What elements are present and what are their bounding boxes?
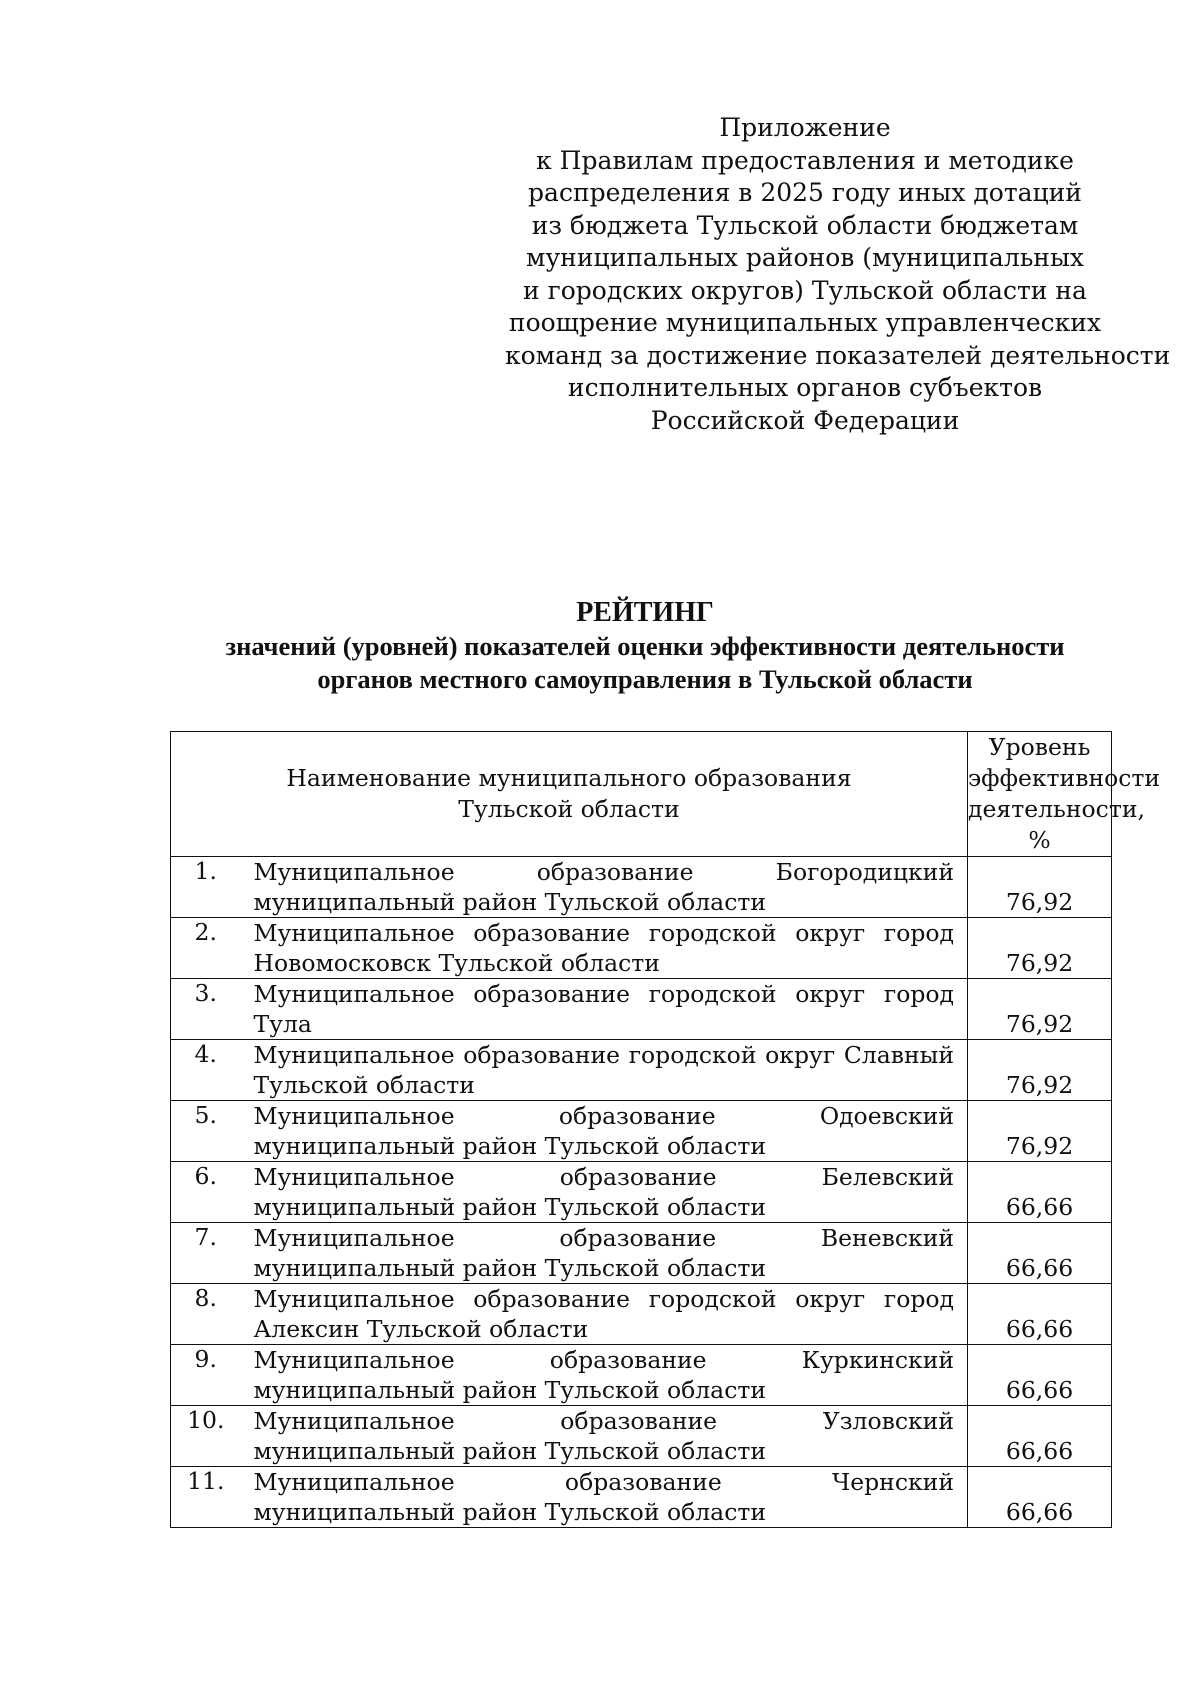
appendix-line: муниципальных районов (муниципальных — [526, 243, 1084, 272]
efficiency-value: 66,66 — [968, 1223, 1112, 1284]
appendix-block — [505, 112, 1171, 437]
efficiency-value: 66,66 — [968, 1406, 1112, 1467]
municipality-name: Муниципальное образование городской округ Славный Тульской области — [241, 1040, 968, 1101]
header-efficiency — [968, 732, 1161, 857]
municipality-name: Муниципальное образование городской округ город Новомосковск Тульской области — [241, 918, 968, 979]
efficiency-value: 76,92 — [968, 1101, 1112, 1162]
row-number: 5. — [171, 1101, 241, 1162]
efficiency-value: 66,66 — [968, 1284, 1112, 1345]
table-row — [171, 1040, 1112, 1101]
municipality-name: Муниципальное образование городской округ город Алексин Тульской области — [241, 1284, 968, 1345]
row-number: 6. — [171, 1162, 241, 1223]
header-efficiency-line: эффективности — [968, 764, 1161, 792]
efficiency-value: 66,66 — [968, 1467, 1112, 1528]
row-number: 9. — [171, 1345, 241, 1406]
header-municipality — [171, 732, 968, 857]
appendix-line: команд за достижение показателей деятельности — [505, 340, 1171, 370]
title-line-2: органов местного самоуправления в Тульской области — [317, 663, 973, 694]
appendix-line: из бюджета Тульской области бюджетам — [531, 210, 1079, 240]
municipality-name: Муниципальное образование Одоевский муниципальный район Тульской области — [241, 1101, 968, 1162]
table-row — [171, 918, 1112, 979]
table-row — [171, 979, 1112, 1040]
row-number: 2. — [171, 918, 241, 979]
table-row — [171, 1345, 1112, 1406]
title-main: РЕЙТИНГ — [576, 597, 714, 628]
efficiency-value: 76,92 — [968, 979, 1112, 1040]
efficiency-value: 66,66 — [968, 1162, 1112, 1223]
row-number: 4. — [171, 1040, 241, 1101]
appendix-line: к Правилам предоставления и методике — [536, 145, 1074, 175]
efficiency-value: 66,66 — [968, 1345, 1112, 1406]
row-number: 7. — [171, 1223, 241, 1284]
appendix-line: распределения в 2025 году иных дотаций — [528, 178, 1082, 207]
header-efficiency-line: деятельности, — [968, 795, 1145, 823]
header-municipality-line: Наименование муниципального образования — [286, 764, 852, 792]
municipality-name: Муниципальное образование Богородицкий муниципальный район Тульской области — [241, 857, 968, 918]
row-number: 10. — [171, 1406, 241, 1467]
table-header-row — [171, 732, 1112, 857]
appendix-line: исполнительных органов субъектов — [567, 373, 1043, 402]
table-row — [171, 857, 1112, 918]
header-municipality-line: Тульской области — [458, 795, 680, 823]
header-efficiency-line: Уровень — [988, 733, 1091, 761]
municipality-name: Муниципальное образование городской округ город Тула — [241, 979, 968, 1040]
appendix-line: поощрение муниципальных управленческих — [508, 308, 1102, 337]
municipality-name: Муниципальное образование Веневский муниципальный район Тульской области — [241, 1223, 968, 1284]
efficiency-value: 76,92 — [968, 918, 1112, 979]
municipality-name: Муниципальное образование Белевский муниципальный район Тульской области — [241, 1162, 968, 1223]
row-number: 11. — [171, 1467, 241, 1528]
municipality-name: Муниципальное образование Куркинский муниципальный район Тульской области — [241, 1345, 968, 1406]
municipality-name: Муниципальное образование Узловский муниципальный район Тульской области — [241, 1406, 968, 1467]
header-efficiency-line: % — [1028, 826, 1051, 854]
document-title — [160, 596, 1130, 695]
table-row — [171, 1467, 1112, 1528]
table-row — [171, 1284, 1112, 1345]
appendix-line: Российской Федерации — [650, 405, 960, 435]
row-number: 1. — [171, 857, 241, 918]
table-row — [171, 1406, 1112, 1467]
table-row — [171, 1223, 1112, 1284]
row-number: 8. — [171, 1284, 241, 1345]
title-line-1: значений (уровней) показателей оценки эффективности деятельности — [225, 631, 1065, 661]
appendix-line: и городских округов) Тульской области на — [523, 275, 1087, 305]
table-row — [171, 1101, 1112, 1162]
efficiency-value: 76,92 — [968, 857, 1112, 918]
municipality-name: Муниципальное образование Чернский муниципальный район Тульской области — [241, 1467, 968, 1528]
table-row — [171, 1162, 1112, 1223]
row-number: 3. — [171, 979, 241, 1040]
efficiency-value: 76,92 — [968, 1040, 1112, 1101]
appendix-line: Приложение — [719, 113, 891, 142]
rating-table — [170, 731, 1161, 1528]
